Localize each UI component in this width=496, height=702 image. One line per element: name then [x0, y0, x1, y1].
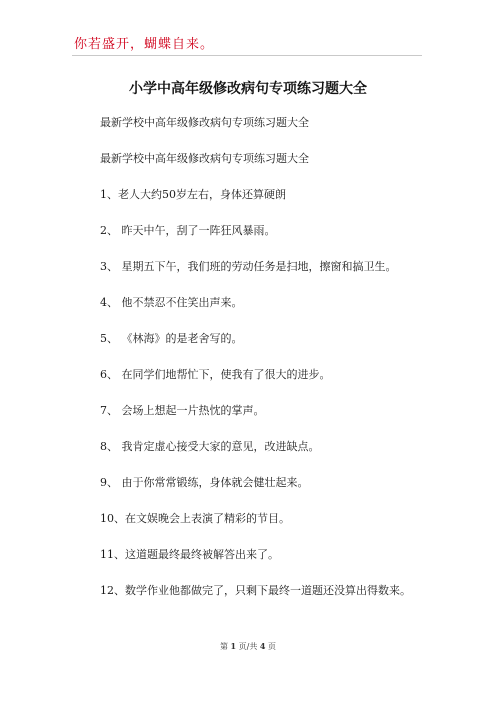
exercise-item-10: 10、在文娱晚会上表演了精彩的节目。: [100, 512, 290, 525]
exercise-item-1: 1、老人大约50岁左右，身体还算硬朗: [100, 188, 286, 201]
page-footer: [0, 641, 496, 652]
exercise-item-2: 2、 昨天中午，刮了一阵狂风暴雨。: [100, 224, 276, 237]
subtitle-line-1: 最新学校中高年级修改病句专项练习题大全: [100, 116, 309, 129]
exercise-item-12: 12、数学作业他都做完了，只剩下最终一道题还没算出得数来。: [100, 584, 411, 597]
exercise-item-4: 4、 他不禁忍不住笑出声来。: [100, 296, 243, 309]
exercise-item-5: 5、 《林海》的是老舍写的。: [100, 332, 243, 345]
exercise-item-8: 8、 我肯定虚心接受大家的意见，改进缺点。: [100, 440, 320, 453]
exercise-item-9: 9、 由于你常常锻练，身体就会健壮起来。: [100, 476, 309, 489]
exercise-item-11: 11、这道题最终最终被解答出来了。: [100, 548, 279, 561]
footer-prefix: 第: [219, 642, 228, 651]
current-page-number: 1: [230, 641, 237, 651]
exercise-item-6: 6、 在同学们地帮忙下，使我有了很大的进步。: [100, 368, 331, 381]
header-motto: 你若盛开，蝴蝶自来。: [74, 37, 215, 52]
header-divider: [72, 55, 422, 56]
footer-middle: 页/共: [238, 642, 258, 651]
total-page-count: 4: [259, 641, 266, 651]
exercise-item-7: 7、 会场上想起一片热忱的掌声。: [100, 404, 265, 417]
subtitle-line-2: 最新学校中高年级修改病句专项练习题大全: [100, 152, 309, 165]
document-title: 小学中高年级修改病句专项练习题大全: [129, 81, 367, 97]
footer-suffix: 页: [268, 642, 277, 651]
exercise-item-3: 3、 星期五下午，我们班的劳动任务是扫地，擦窗和搞卫生。: [100, 260, 397, 273]
